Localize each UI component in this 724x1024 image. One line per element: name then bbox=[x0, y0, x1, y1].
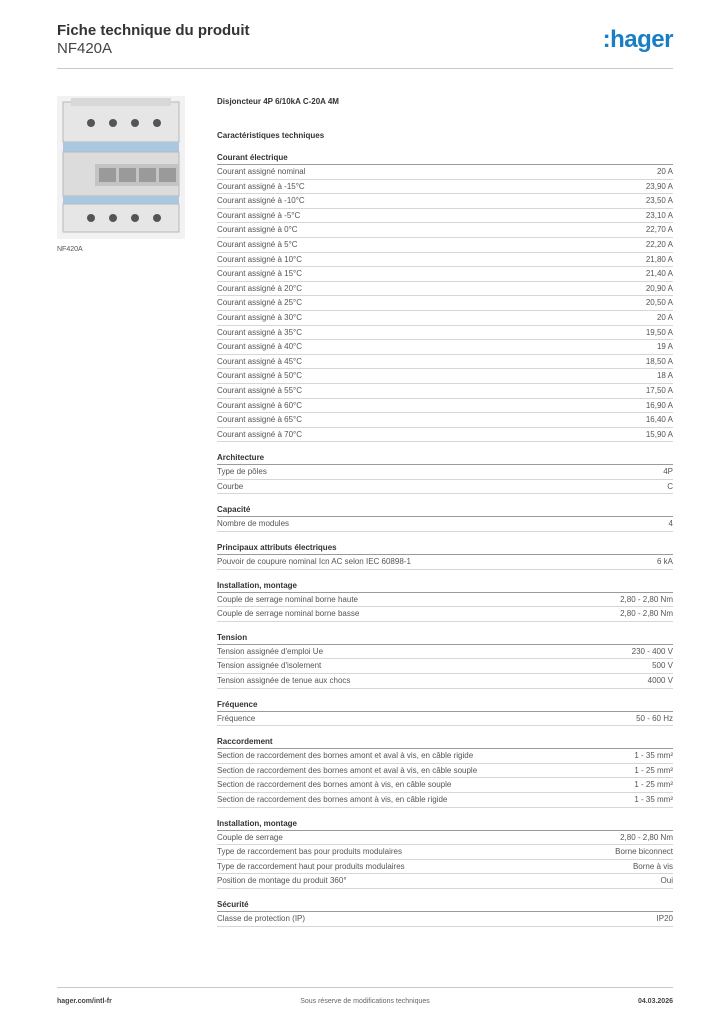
section-title: Installation, montage bbox=[217, 817, 673, 831]
spec-label: Courant assigné nominal bbox=[217, 167, 306, 176]
section-title: Courant électrique bbox=[217, 151, 673, 165]
spec-value: 21,80 A bbox=[645, 254, 673, 264]
spec-value: 18 A bbox=[656, 371, 673, 381]
spec-label: Section de raccordement des bornes amont et aval à vis, en câble rigide bbox=[217, 751, 474, 761]
product-image bbox=[57, 96, 185, 239]
spec-label: Courant assigné à 70°C bbox=[217, 429, 303, 439]
spec-value: 500 V bbox=[652, 661, 673, 671]
spec-label: Position de montage du produit 360° bbox=[217, 876, 347, 886]
spec-value: 19 A bbox=[656, 342, 673, 352]
spec-value: 20,90 A bbox=[645, 283, 673, 293]
spec-section bbox=[217, 817, 673, 889]
spec-value: 2,80 - 2,80 Nm bbox=[620, 609, 673, 619]
characteristics-title: Caractéristiques techniques bbox=[217, 131, 325, 140]
spec-row bbox=[217, 209, 673, 224]
spec-row bbox=[217, 355, 673, 370]
spec-row bbox=[217, 845, 673, 860]
spec-row bbox=[217, 296, 673, 311]
spec-content bbox=[217, 97, 673, 936]
spec-value: C bbox=[667, 481, 673, 491]
spec-row bbox=[217, 480, 673, 495]
spec-row bbox=[217, 874, 673, 889]
spec-value: 23,10 A bbox=[645, 210, 673, 220]
spec-label: Tension assignée d'isolement bbox=[217, 661, 322, 671]
spec-label: Courant assigné à 45°C bbox=[217, 356, 303, 366]
spec-label: Courant assigné à 5°C bbox=[217, 239, 298, 249]
spec-label: Courant assigné à 25°C bbox=[217, 298, 303, 308]
spec-row bbox=[217, 311, 673, 326]
spec-value: 1 - 25 mm² bbox=[634, 765, 673, 775]
spec-value: Borne biconnect bbox=[615, 847, 673, 857]
spec-section bbox=[217, 541, 673, 570]
spec-row bbox=[217, 764, 673, 779]
spec-label: Courant assigné à 60°C bbox=[217, 400, 303, 410]
spec-row bbox=[217, 793, 673, 808]
spec-label: Nombre de modules bbox=[217, 519, 290, 529]
spec-label: Couple de serrage nominal borne haute bbox=[217, 594, 358, 604]
document-title: Fiche technique du produit bbox=[57, 22, 250, 39]
header-divider bbox=[57, 68, 673, 69]
spec-section bbox=[217, 735, 673, 807]
spec-row bbox=[217, 778, 673, 793]
spec-label: Courant assigné à 0°C bbox=[217, 225, 298, 235]
spec-value: 23,50 A bbox=[645, 196, 673, 206]
spec-row bbox=[217, 340, 673, 355]
spec-row bbox=[217, 674, 673, 689]
spec-value: 15,90 A bbox=[645, 429, 673, 439]
footer-date: 04.03.2026 bbox=[637, 998, 673, 1005]
spec-label: Section de raccordement des bornes amont à vis, en câble souple bbox=[217, 780, 452, 790]
spec-label: Pouvoir de coupure nominal Icn AC selon IEC 60898-1 bbox=[217, 557, 411, 567]
spec-row bbox=[217, 384, 673, 399]
spec-value: 50 - 60 Hz bbox=[636, 713, 673, 723]
spec-sections bbox=[217, 151, 673, 927]
spec-row bbox=[217, 369, 673, 384]
hager-logo[interactable]: :hager bbox=[602, 26, 673, 53]
spec-label: Courant assigné à 50°C bbox=[217, 371, 303, 381]
spec-label: Section de raccordement des bornes amont et aval à vis, en câble souple bbox=[217, 765, 478, 775]
section-title: Capacité bbox=[217, 503, 673, 517]
circuit-breaker-illustration bbox=[57, 96, 185, 239]
spec-row bbox=[217, 593, 673, 608]
spec-row bbox=[217, 860, 673, 875]
spec-value: 2,80 - 2,80 Nm bbox=[620, 594, 673, 604]
spec-label: Type de raccordement haut pour produits modulaires bbox=[217, 861, 405, 871]
spec-value: 2,80 - 2,80 Nm bbox=[620, 832, 673, 842]
product-reference: NF420A bbox=[57, 40, 113, 57]
spec-value: 16,40 A bbox=[645, 415, 673, 425]
spec-label: Courant assigné à 40°C bbox=[217, 342, 303, 352]
spec-label: Courant assigné à 20°C bbox=[217, 283, 303, 293]
spec-value: 4000 V bbox=[647, 676, 673, 686]
spec-row bbox=[217, 465, 673, 480]
spec-label: Courant assigné à 15°C bbox=[217, 269, 303, 279]
spec-row bbox=[217, 912, 673, 927]
spec-label: Courant assigné à 10°C bbox=[217, 254, 303, 264]
spec-row bbox=[217, 165, 673, 180]
spec-value: 18,50 A bbox=[645, 356, 673, 366]
spec-label: Tension assignée d'emploi Ue bbox=[217, 646, 324, 656]
spec-section bbox=[217, 698, 673, 727]
spec-row bbox=[217, 645, 673, 660]
spec-row bbox=[217, 659, 673, 674]
spec-value: 20 A bbox=[656, 167, 673, 176]
spec-section bbox=[217, 151, 673, 442]
footer-website[interactable]: hager.com/intl-fr bbox=[57, 998, 112, 1005]
footer-divider bbox=[57, 987, 673, 988]
spec-label: Type de pôles bbox=[217, 467, 267, 477]
spec-row bbox=[217, 223, 673, 238]
spec-row bbox=[217, 180, 673, 195]
spec-row bbox=[217, 253, 673, 268]
spec-row bbox=[217, 267, 673, 282]
spec-value: Oui bbox=[660, 876, 673, 886]
spec-label: Couple de serrage bbox=[217, 832, 283, 842]
section-title: Fréquence bbox=[217, 698, 673, 712]
spec-value: 20 A bbox=[656, 312, 673, 322]
spec-value: IP20 bbox=[656, 913, 673, 923]
spec-label: Courant assigné à 35°C bbox=[217, 327, 303, 337]
spec-value: 230 - 400 V bbox=[631, 646, 673, 656]
spec-value: 1 - 35 mm² bbox=[634, 795, 673, 804]
spec-label: Courant assigné à -10°C bbox=[217, 196, 305, 206]
spec-label: Courant assigné à -5°C bbox=[217, 210, 301, 220]
spec-value: 22,20 A bbox=[645, 239, 673, 249]
spec-label: Courbe bbox=[217, 481, 244, 491]
spec-section bbox=[217, 503, 673, 532]
section-title: Sécurité bbox=[217, 898, 673, 912]
spec-row bbox=[217, 517, 673, 532]
spec-value: 1 - 25 mm² bbox=[634, 780, 673, 790]
spec-section bbox=[217, 898, 673, 927]
image-caption: NF420A bbox=[57, 246, 83, 253]
spec-value: 6 kA bbox=[656, 557, 673, 567]
section-title: Principaux attributs électriques bbox=[217, 541, 673, 555]
footer-disclaimer: Sous réserve de modifications techniques bbox=[300, 998, 430, 1005]
spec-section bbox=[217, 451, 673, 494]
section-title: Raccordement bbox=[217, 735, 673, 749]
spec-row bbox=[217, 749, 673, 764]
spec-label: Type de raccordement bas pour produits modulaires bbox=[217, 847, 402, 857]
spec-value: 21,40 A bbox=[645, 269, 673, 279]
section-title: Tension bbox=[217, 631, 673, 645]
spec-row bbox=[217, 555, 673, 570]
spec-value: Borne à vis bbox=[632, 861, 673, 871]
spec-label: Courant assigné à -15°C bbox=[217, 181, 305, 191]
spec-row bbox=[217, 326, 673, 341]
spec-row bbox=[217, 399, 673, 414]
spec-row bbox=[217, 428, 673, 443]
spec-row bbox=[217, 413, 673, 428]
spec-row bbox=[217, 607, 673, 622]
spec-label: Classe de protection (IP) bbox=[217, 913, 306, 923]
spec-value: 4 bbox=[668, 519, 673, 529]
spec-value: 22,70 A bbox=[645, 225, 673, 235]
spec-row bbox=[217, 831, 673, 846]
spec-label: Couple de serrage nominal borne basse bbox=[217, 609, 360, 619]
spec-row bbox=[217, 282, 673, 297]
spec-section bbox=[217, 579, 673, 622]
spec-label: Courant assigné à 65°C bbox=[217, 415, 303, 425]
section-title: Installation, montage bbox=[217, 579, 673, 593]
spec-value: 17,50 A bbox=[645, 385, 673, 395]
spec-label: Courant assigné à 55°C bbox=[217, 385, 303, 395]
spec-value: 16,90 A bbox=[645, 400, 673, 410]
product-name: Disjoncteur 4P 6/10kA C-20A 4M bbox=[217, 97, 339, 106]
spec-value: 19,50 A bbox=[645, 327, 673, 337]
spec-section bbox=[217, 631, 673, 689]
spec-row bbox=[217, 194, 673, 209]
spec-label: Fréquence bbox=[217, 713, 256, 723]
spec-label: Courant assigné à 30°C bbox=[217, 312, 303, 322]
spec-row bbox=[217, 238, 673, 253]
spec-label: Tension assignée de tenue aux chocs bbox=[217, 676, 351, 686]
header bbox=[57, 20, 673, 68]
spec-row bbox=[217, 712, 673, 727]
section-title: Architecture bbox=[217, 451, 673, 465]
spec-value: 1 - 35 mm² bbox=[634, 751, 673, 761]
spec-value: 4P bbox=[663, 467, 673, 477]
spec-label: Section de raccordement des bornes amont à vis, en câble rigide bbox=[217, 795, 448, 804]
spec-value: 23,90 A bbox=[645, 181, 673, 191]
spec-value: 20,50 A bbox=[645, 298, 673, 308]
